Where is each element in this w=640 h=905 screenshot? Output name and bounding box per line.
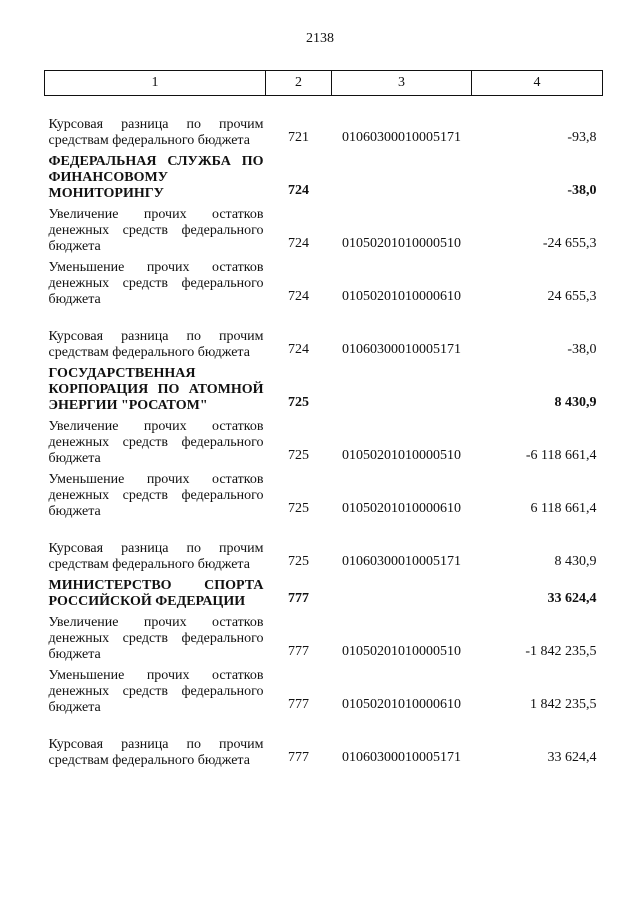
header-col-3: 3 (332, 71, 472, 96)
row-amount: 33 624,4 (547, 591, 597, 606)
row-amount: -6 118 661,4 (525, 448, 597, 463)
row-classification-code (332, 361, 472, 414)
row-amount: 24 655,3 (547, 289, 597, 304)
row-subsection-code: 724 (288, 342, 309, 357)
row-subsection-code: 725 (288, 448, 309, 463)
table-row (45, 716, 603, 769)
row-description: Уменьшение прочих остатков денежных средств федерального бюджета (48, 260, 264, 307)
row-description: Курсовая разница по прочим средствам федерального бюджета (48, 117, 264, 148)
row-amount: -1 842 235,5 (525, 644, 597, 659)
row-amount: 6 118 661,4 (530, 501, 597, 516)
row-subsection-code: 725 (288, 554, 309, 569)
chapter-title: МИНИСТЕРСТВО СПОРТА РОССИЙСКОЙ ФЕДЕРАЦИИ (48, 578, 264, 609)
row-amount: 33 624,4 (547, 750, 597, 765)
row-subsection-code: 725 (288, 395, 309, 410)
row-description: Уменьшение прочих остатков денежных средств федерального бюджета (48, 472, 264, 519)
budget-table (44, 70, 603, 769)
row-classification-code: 01060300010005171 (342, 130, 461, 145)
row-description: Курсовая разница по прочим средствам федерального бюджета (48, 329, 264, 360)
row-subsection-code: 721 (288, 130, 309, 145)
row-subsection-code: 724 (288, 183, 309, 198)
row-classification-code: 01050201010000610 (342, 289, 461, 304)
row-subsection-code: 777 (288, 591, 309, 606)
row-classification-code: 01060300010005171 (342, 342, 461, 357)
chapter-row (45, 361, 603, 414)
row-classification-code: 01060300010005171 (342, 750, 461, 765)
table-row (45, 202, 603, 255)
row-subsection-code: 777 (288, 750, 309, 765)
row-amount: 8 430,9 (554, 395, 597, 410)
row-amount: -24 655,3 (542, 236, 597, 251)
table-header (45, 71, 603, 96)
table-row (45, 255, 603, 308)
page-number: 2138 (306, 31, 334, 46)
header-col-2: 2 (266, 71, 332, 96)
row-amount: -93,8 (567, 130, 597, 145)
row-description: Уменьшение прочих остатков денежных средств федерального бюджета (48, 668, 264, 715)
row-classification-code: 01050201010000610 (342, 501, 461, 516)
table-row (45, 308, 603, 361)
row-description: Увеличение прочих остатков денежных средств федерального бюджета (48, 615, 264, 662)
row-classification-code: 01060300010005171 (342, 554, 461, 569)
header-col-1: 1 (45, 71, 266, 96)
chapter-row (45, 149, 603, 202)
row-subsection-code: 725 (288, 501, 309, 516)
row-amount: -38,0 (567, 183, 597, 198)
row-classification-code: 01050201010000510 (342, 236, 461, 251)
chapter-title: ФЕДЕРАЛЬНАЯ СЛУЖБА ПО ФИНАНСОВОМУ МОНИТОРИНГУ (48, 154, 264, 201)
table-row (45, 520, 603, 573)
row-description: Курсовая разница по прочим средствам федерального бюджета (48, 541, 264, 572)
table-row (45, 96, 603, 150)
row-amount: -38,0 (567, 342, 597, 357)
row-amount: 1 842 235,5 (530, 697, 597, 712)
row-subsection-code: 777 (288, 697, 309, 712)
row-description: Увеличение прочих остатков денежных средств федерального бюджета (48, 419, 264, 466)
table-body (45, 96, 603, 770)
row-subsection-code: 724 (288, 236, 309, 251)
row-classification-code: 01050201010000610 (342, 697, 461, 712)
row-classification-code (332, 149, 472, 202)
row-classification-code (332, 573, 472, 610)
row-subsection-code: 777 (288, 644, 309, 659)
row-classification-code: 01050201010000510 (342, 644, 461, 659)
row-subsection-code: 724 (288, 289, 309, 304)
table-row (45, 663, 603, 716)
row-amount: 8 430,9 (554, 554, 597, 569)
row-description: Увеличение прочих остатков денежных средств федерального бюджета (48, 207, 264, 254)
table-row (45, 610, 603, 663)
chapter-row (45, 573, 603, 610)
header-col-4: 4 (472, 71, 603, 96)
row-description: Курсовая разница по прочим средствам федерального бюджета (48, 737, 264, 768)
chapter-title: ГОСУДАРСТВЕННАЯ КОРПОРАЦИЯ ПО АТОМНОЙ ЭНЕРГИИ "РОСАТОМ" (48, 366, 264, 413)
table-row (45, 414, 603, 467)
table-row (45, 467, 603, 520)
row-classification-code: 01050201010000510 (342, 448, 461, 463)
header-row (45, 71, 603, 96)
